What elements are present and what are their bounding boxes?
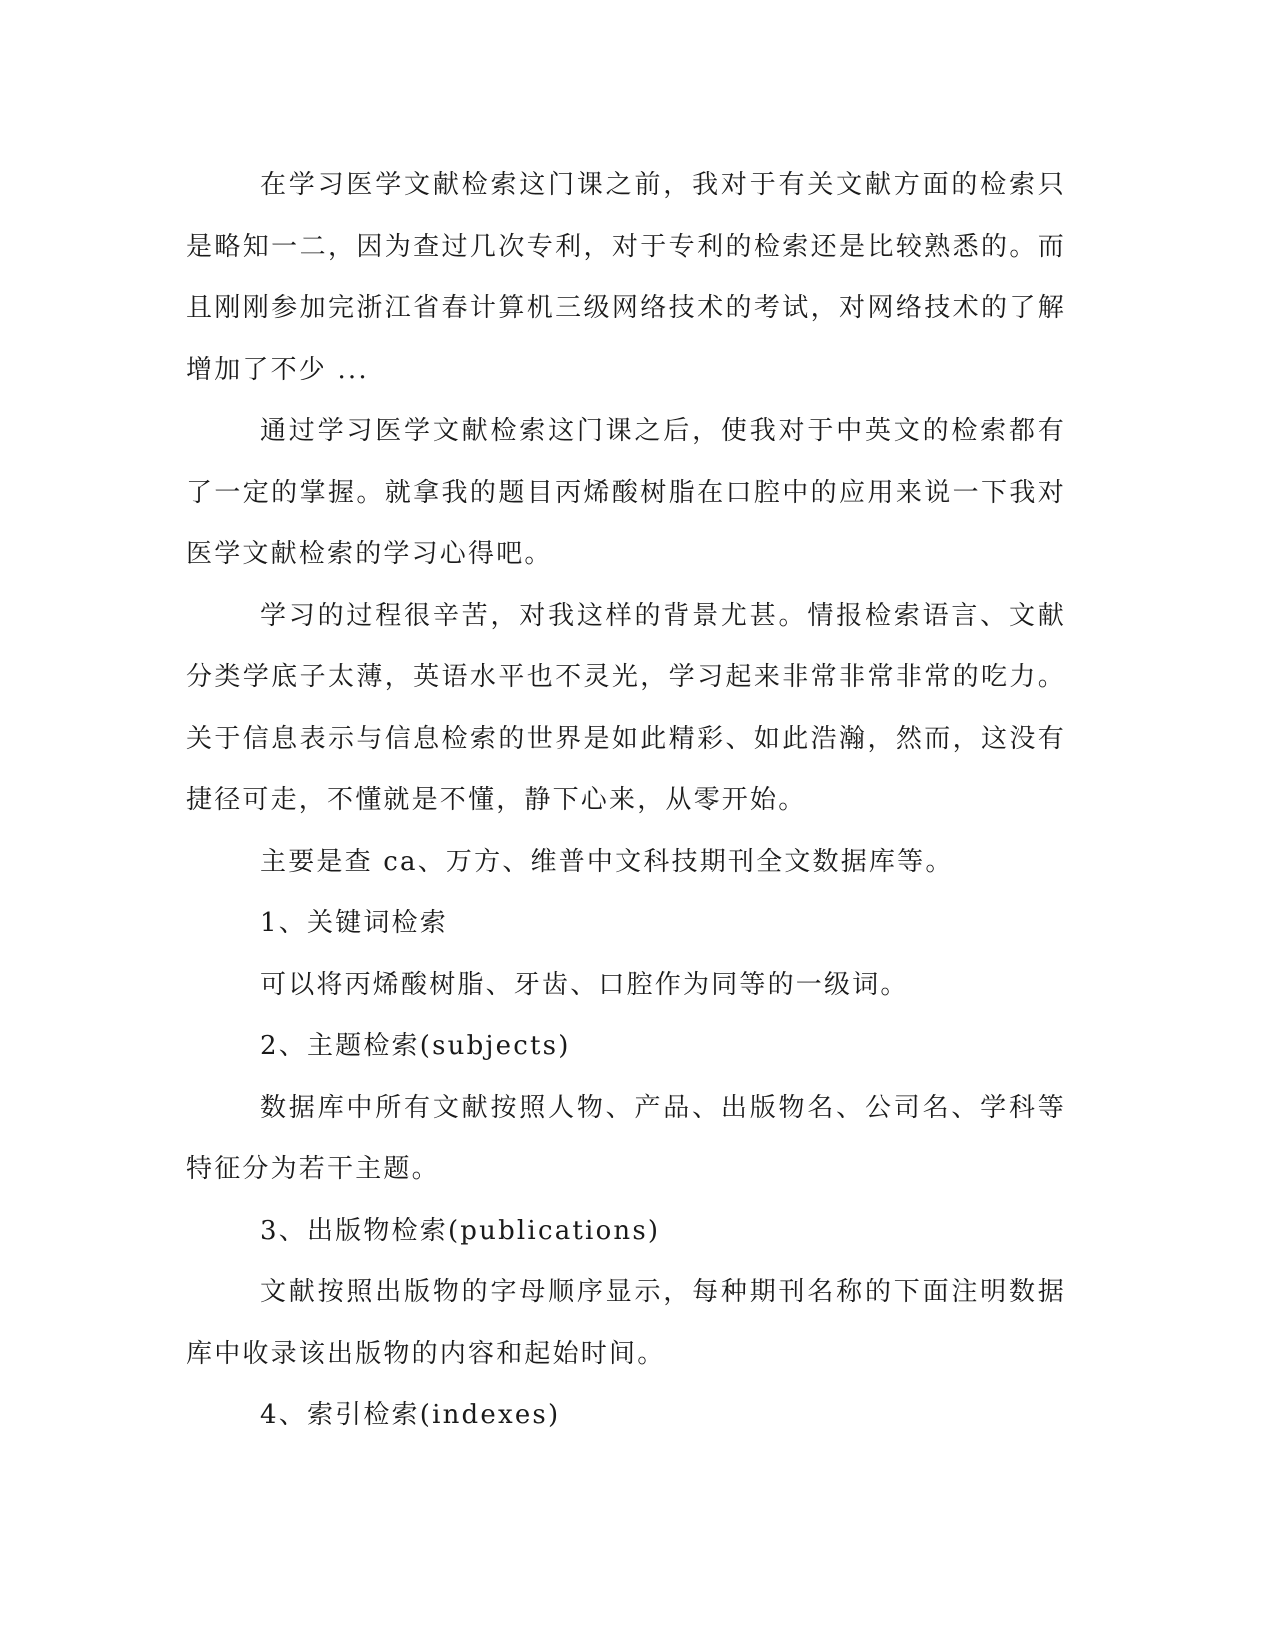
paragraph-learning-process: 学习的过程很辛苦，对我这样的背景尤甚。情报检索语言、文献分类学底子太薄，英语水平也不灵光，学习起来非常非常非常的吃力。关于信息表示与信息检索的世界是如此精彩、如此浩瀚，然而，这没有捷径可走，不懂就是不懂，静下心来，从零开始。	[186, 600, 1066, 815]
heading-index-search: 4、索引检索(indexes)	[260, 1400, 561, 1430]
paragraph-publication-search: 文献按照出版物的字母顺序显示，每种期刊名称的下面注明数据库中收录该出版物的内容和起始时间。	[186, 1277, 1066, 1369]
paragraph-databases: 主要是查 ca、万方、维普中文科技期刊全文数据库等。	[260, 846, 954, 877]
heading-publication-search: 3、出版物检索(publications)	[260, 1215, 661, 1246]
paragraph-after-course: 通过学习医学文献检索这门课之后，使我对于中英文的检索都有了一定的掌握。就拿我的题目丙烯酸树脂在口腔中的应用来说一下我对医学文献检索的学习心得吧。	[186, 416, 1066, 569]
heading-subject-search: 2、主题检索(subjects)	[260, 1031, 571, 1061]
paragraph-intro: 在学习医学文献检索这门课之前，我对于有关文献方面的检索只是略知一二，因为查过几次专利，对于专利的检索还是比较熟悉的。而且刚刚参加完浙江省春计算机三级网络技术的考试，对网络技术的了解增加了不少 ...	[186, 170, 1066, 385]
heading-keyword-search: 1、关键词检索	[260, 908, 448, 938]
paragraph-subject-search: 数据库中所有文献按照人物、产品、出版物名、公司名、学科等特征分为若干主题。	[186, 1092, 1066, 1184]
paragraph-keyword-search: 可以将丙烯酸树脂、牙齿、口腔作为同等的一级词。	[260, 969, 909, 1000]
document-body	[186, 155, 1066, 1447]
